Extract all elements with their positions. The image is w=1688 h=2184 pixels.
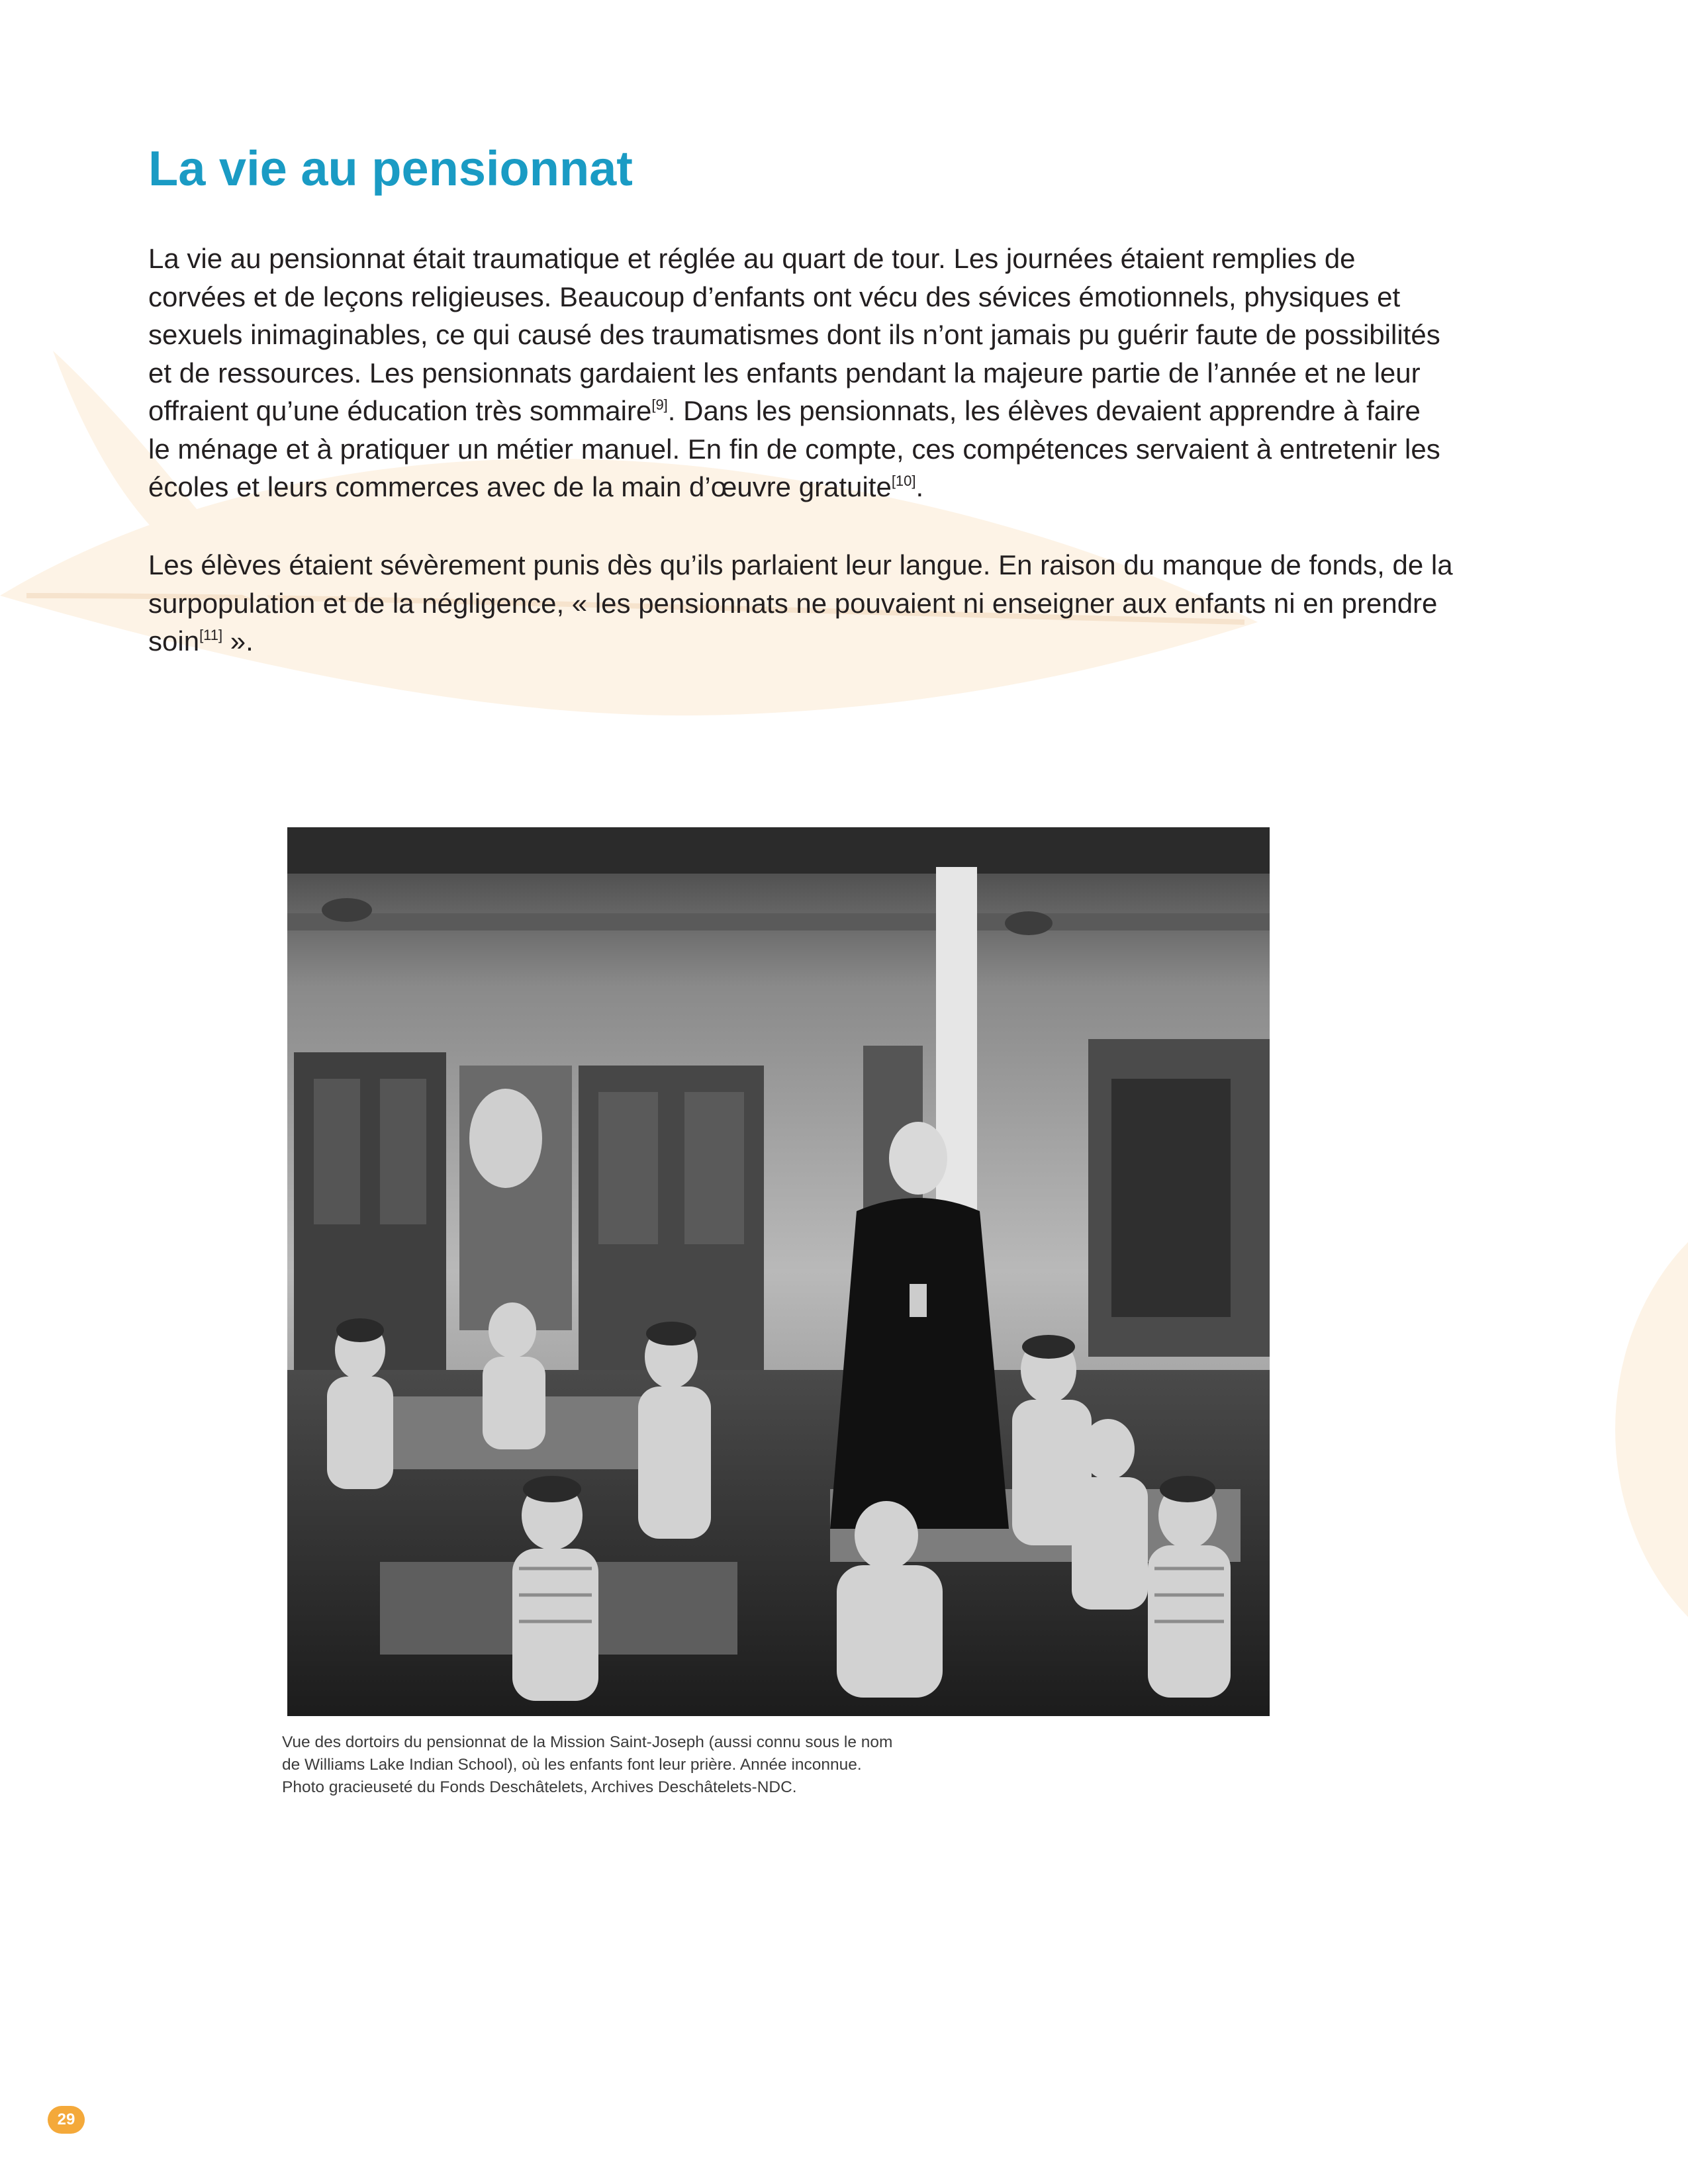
text-line bbox=[148, 468, 1552, 506]
text-line: surpopulation et de la négligence, « les pensionnats ne pouvaient ni enseigner aux enfants ni en prendre bbox=[148, 587, 1438, 619]
text-line: sexuels inimaginables, ce qui causé des traumatismes dont ils n’ont jamais pu guérir faute de possibilités bbox=[148, 319, 1440, 350]
text-line bbox=[148, 622, 1552, 660]
text-line: Les élèves étaient sévèrement punis dès qu’ils parlaient leur langue. En raison du manque de fonds, de la bbox=[148, 549, 1453, 580]
text-segment: soin bbox=[148, 625, 200, 657]
paragraph-daily-life bbox=[148, 240, 1552, 506]
text-segment: . Dans les pensionnats, les élèves devaient apprendre à faire bbox=[667, 395, 1421, 426]
text-line: La vie au pensionnat était traumatique et réglée au quart de tour. Les journées étaient remplies de bbox=[148, 243, 1356, 274]
text-segment: ». bbox=[222, 625, 254, 657]
caption-line: Vue des dortoirs du pensionnat de la Mission Saint-Joseph (aussi connu sous le nom bbox=[282, 1733, 893, 1751]
text-line: le ménage et à pratiquer un métier manuel. En fin de compte, ces compétences servaient à entretenir les bbox=[148, 433, 1440, 465]
page-number-badge: 29 bbox=[48, 2106, 85, 2134]
text-line bbox=[148, 392, 1552, 430]
reference-9: [9] bbox=[651, 396, 668, 413]
reference-10: [10] bbox=[891, 473, 916, 489]
caption-line: de Williams Lake Indian School), où les enfants font leur prière. Année inconnue. bbox=[282, 1756, 862, 1774]
photo-caption bbox=[282, 1731, 1076, 1799]
background-circle-motif bbox=[1615, 1178, 1688, 1681]
page-title: La vie au pensionnat bbox=[148, 141, 633, 196]
reference-11: [11] bbox=[199, 627, 223, 643]
dormitory-prayer-photo bbox=[287, 827, 1270, 1716]
text-segment: . bbox=[915, 471, 924, 502]
paragraph-punishment bbox=[148, 546, 1552, 660]
text-line: et de ressources. Les pensionnats gardaient les enfants pendant la majeure partie de l’année et ne leur bbox=[148, 357, 1421, 388]
text-segment: écoles et leurs commerces avec de la main d’œuvre gratuite bbox=[148, 471, 892, 502]
caption-line: Photo gracieuseté du Fonds Deschâtelets, Archives Deschâtelets-NDC. bbox=[282, 1778, 797, 1796]
text-line: corvées et de leçons religieuses. Beaucoup d’enfants ont vécu des sévices émotionnels, physiques et bbox=[148, 281, 1401, 312]
text-segment: offraient qu’une éducation très sommaire bbox=[148, 395, 652, 426]
